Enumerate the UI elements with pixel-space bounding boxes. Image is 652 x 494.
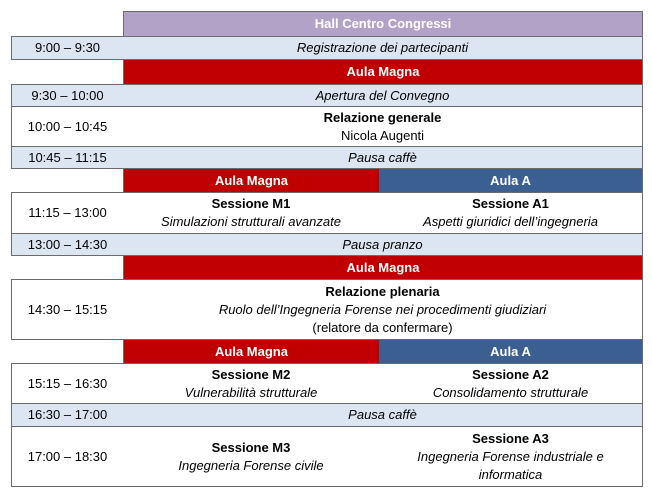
time-label: 11:15 – 13:00 [28,205,107,220]
session-subtitle: Consolidamento strutturale [432,384,589,400]
time-cell [11,84,124,107]
lunch-break-cell [123,234,643,256]
session-title: Sessione M1 [211,196,291,211]
time-cell [11,279,124,340]
session-subtitle: Ruolo dell’Ingegneria Forense nei procedimenti giudiziari [218,301,547,317]
time-label: 9:00 – 9:30 [34,40,101,55]
session-title: Relazione generale [323,109,442,125]
aula-magna-header [123,169,380,193]
opening-cell [123,85,643,107]
plenary-cell [123,280,643,340]
room-label: Aula Magna [215,172,288,188]
session-a3-cell [379,427,643,487]
time-label: 17:00 – 18:30 [27,448,108,464]
time-cell [11,427,124,487]
registration-label: Registrazione dei partecipanti [296,40,469,55]
time-label: 10:00 – 10:45 [27,118,108,134]
time-cell [11,404,124,427]
session-m3-cell [123,427,380,487]
registration-cell [123,37,643,60]
time-cell [11,147,124,169]
session-m1-cell [123,193,380,234]
aula-a-header [379,169,643,193]
room-label: Aula Magna [346,259,420,275]
aula-magna-header [123,340,380,364]
session-title: Sessione M3 [211,439,291,455]
coffee-break-cell [123,147,643,169]
hall-label: Hall Centro Congressi [314,16,452,31]
room-label: Aula Magna [346,64,420,79]
coffee-break-cell [123,404,643,427]
session-subtitle: Aspetti giuridici dell’ingegneria [423,214,598,229]
session-title: Relazione plenaria [325,283,440,299]
time-cell [11,107,124,147]
aula-magna-header [123,60,643,85]
time-label: 16:30 – 17:00 [27,407,108,422]
time-cell [11,234,124,256]
session-m2-cell [123,364,380,404]
opening-label: Apertura del Convegno [315,87,450,103]
time-cell [11,192,124,234]
speaker-note: (relatore da confermare) [312,319,453,335]
time-label: 14:30 – 15:15 [27,301,108,317]
session-subtitle: informatica [478,466,543,482]
coffee-break-label: Pausa caffè [348,407,417,422]
session-subtitle: Ingegneria Forense industriale e [417,448,604,464]
time-label: 13:00 – 14:30 [27,236,108,252]
time-label: 10:45 – 11:15 [28,149,107,165]
session-title: Sessione M2 [211,366,291,382]
time-label: 9:30 – 10:00 [31,87,104,103]
room-label: Aula Magna [215,343,288,359]
room-label: Aula A [490,343,531,359]
session-subtitle: Ingegneria Forense civile [178,457,324,473]
time-cell [11,36,124,60]
lunch-break-label: Pausa pranzo [342,236,423,252]
room-label: Aula A [490,172,531,188]
session-a1-cell [379,193,643,234]
speaker-name: Nicola Augenti [340,127,425,143]
aula-a-header [379,340,643,364]
session-title: Sessione A2 [472,366,549,382]
aula-magna-header [123,256,643,280]
time-cell [11,363,124,404]
time-label: 15:15 – 16:30 [27,375,108,391]
session-subtitle: Simulazioni strutturali avanzate [161,214,341,229]
session-title: Sessione A3 [472,430,549,446]
general-report-cell [123,107,643,147]
session-a2-cell [379,364,643,404]
session-title: Sessione A1 [472,196,549,211]
coffee-break-label: Pausa caffè [348,149,417,165]
session-subtitle: Vulnerabilità strutturale [184,384,318,400]
hall-header [123,11,643,37]
